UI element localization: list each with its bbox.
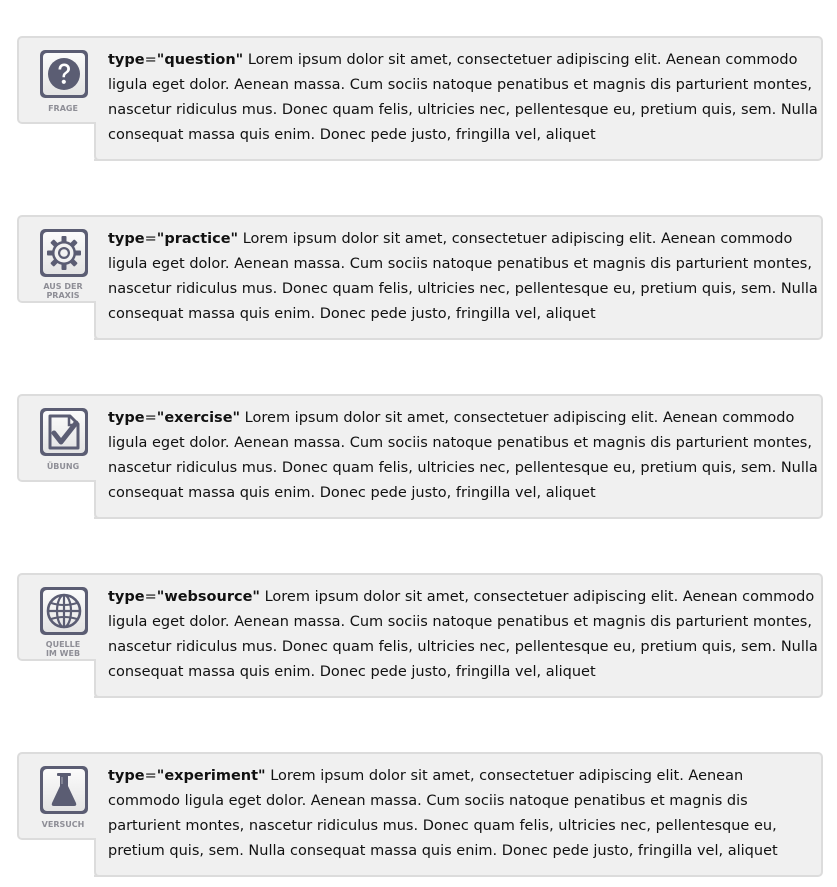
box-label: AUS DER PRAXIS (43, 282, 83, 300)
type-value: "practice" (156, 231, 239, 247)
box-panel-corner (94, 838, 102, 877)
info-box-question (17, 36, 823, 161)
box-body: Lorem ipsum dolor sit amet, consectetuer adipiscing elit. Aenean commodo ligula eget dolor. Aenean massa. Cum sociis natoque penatibus et magnis dis parturient montes, nascetur ridiculus mus. Donec quam felis, ultricies nec, pellentesque eu, pretium quis, sem. Nulla consequat massa quis enim. Donec pede justo, fringilla vel, aliquet (108, 52, 818, 143)
box-panel-corner (94, 301, 102, 340)
box-body: Lorem ipsum dolor sit amet, consectetuer adipiscing elit. Aenean commodo ligula eget dolor. Aenean massa. Cum sociis natoque penatibus et magnis dis parturient montes, nascetur ridiculus mus. Donec quam felis, ultricies nec, pellentesque eu, pretium quis, sem. Nulla consequat massa quis enim. Donec pede justo, fringilla vel, aliquet (108, 231, 818, 322)
type-value: "question" (156, 52, 244, 68)
box-text (108, 227, 818, 327)
info-box-experiment (17, 752, 823, 877)
box-body: Lorem ipsum dolor sit amet, consectetuer adipiscing elit. Aenean commodo ligula eget dolor. Aenean massa. Cum sociis natoque penatibus et magnis dis parturient montes, nascetur ridiculus mus. Donec quam felis, ultricies nec, pellentesque eu, pretium quis, sem. Nulla consequat massa quis enim. Donec pede justo, fringilla vel, aliquet (108, 589, 818, 680)
question-icon (40, 50, 88, 98)
box-text (108, 585, 818, 685)
info-box-exercise (17, 394, 823, 519)
box-label: ÜBUNG (46, 462, 80, 471)
type-attribute: type (108, 410, 145, 426)
box-label: VERSUCH (41, 820, 85, 829)
type-equals: = (144, 52, 157, 68)
box-text (108, 48, 818, 148)
box-label: FRAGE (48, 104, 78, 113)
type-value: "experiment" (156, 768, 266, 784)
type-equals: = (144, 410, 157, 426)
info-box-practice (17, 215, 823, 340)
type-equals: = (144, 768, 157, 784)
type-attribute: type (108, 231, 145, 247)
type-value: "websource" (156, 589, 260, 605)
box-text (108, 406, 818, 506)
type-attribute: type (108, 589, 145, 605)
type-value: "exercise" (156, 410, 241, 426)
box-panel-corner (94, 122, 102, 161)
type-equals: = (144, 589, 157, 605)
box-label: QUELLE IM WEB (45, 640, 81, 658)
box-panel-corner (94, 659, 102, 698)
globe-icon (40, 587, 88, 635)
box-body: Lorem ipsum dolor sit amet, consectetuer adipiscing elit. Aenean commodo ligula eget dolor. Aenean massa. Cum sociis natoque penatibus et magnis dis parturient montes, nascetur ridiculus mus. Donec quam felis, ultricies nec, pellentesque eu, pretium quis, sem. Nulla consequat massa quis enim. Donec pede justo, fringilla vel, aliquet (108, 410, 818, 501)
type-equals: = (144, 231, 157, 247)
box-body: Lorem ipsum dolor sit amet, consectetuer adipiscing elit. Aenean commodo ligula eget dolor. Aenean massa. Cum sociis natoque penatibus et magnis dis parturient montes, nascetur ridiculus mus. Donec quam felis, ultricies nec, pellentesque eu, pretium quis, sem. Nulla consequat massa quis enim. Donec pede justo, fringilla vel, aliquet (108, 768, 778, 859)
info-box-websource (17, 573, 823, 698)
type-attribute: type (108, 768, 145, 784)
box-text (108, 764, 818, 864)
gear-icon (40, 229, 88, 277)
flask-icon (40, 766, 88, 814)
box-panel-corner (94, 480, 102, 519)
type-attribute: type (108, 52, 145, 68)
checked-document-icon (40, 408, 88, 456)
